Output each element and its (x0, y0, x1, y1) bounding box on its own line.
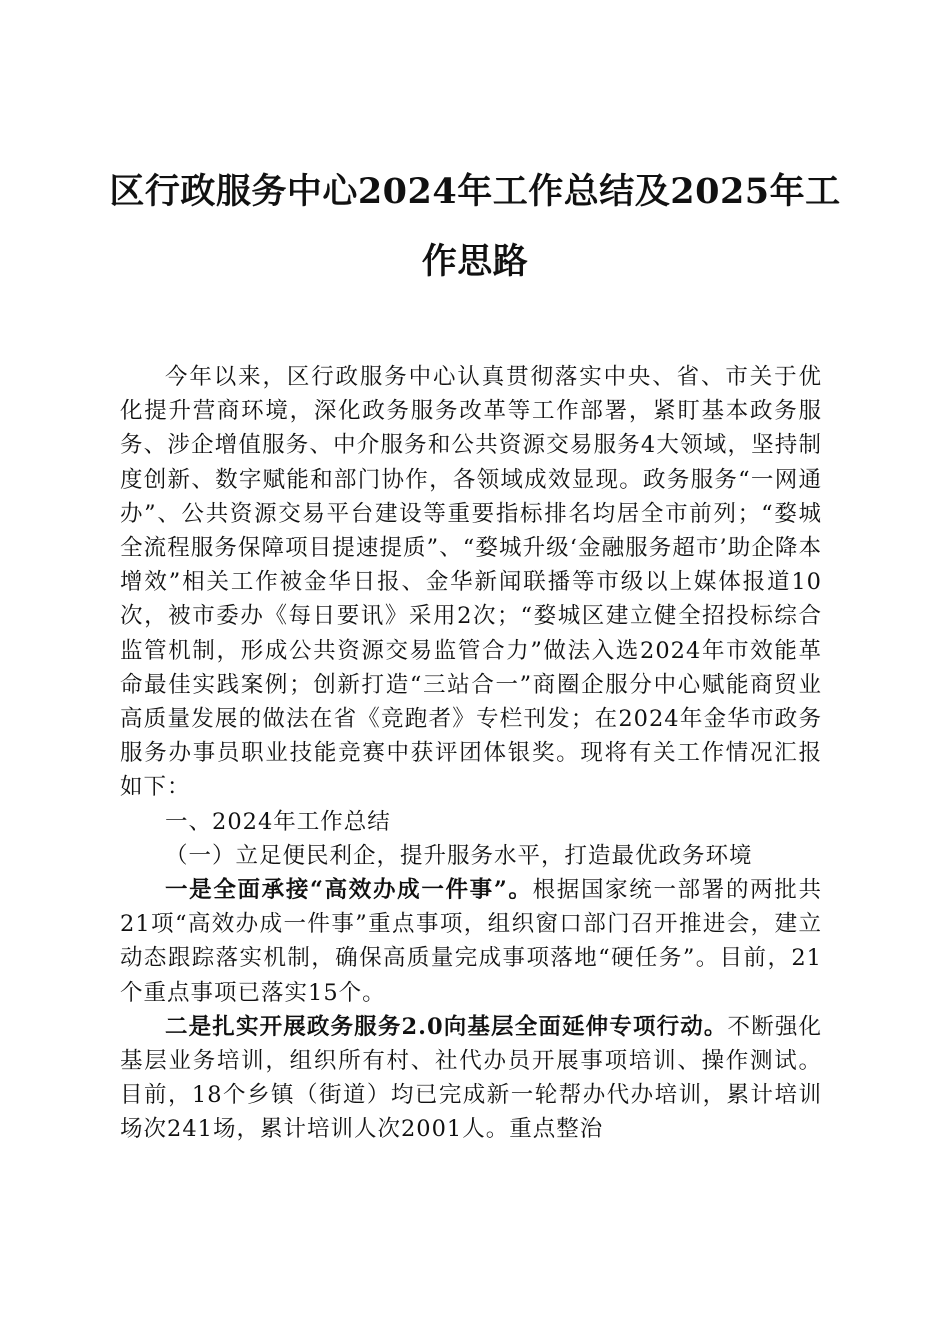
section-1-heading: 一、2024年工作总结 (165, 808, 391, 835)
document-title-line-2: 作思路 (421, 241, 529, 282)
item-2-paragraph (120, 1010, 822, 1147)
item-2-text: 不断强化基层业务培训，组织所有村、社代办员开展事项培训、操作测试。目前，18个乡镇（街道）均已完成新一轮帮办代办培训，累计培训场次241场，累计培训人次2001人。重点整治 (120, 1013, 822, 1143)
item-1-lead: 一是全面承接“高效办成一件事”。 (165, 877, 533, 904)
subsection-1-heading: （一）立足便民利企，提升服务水平，打造最优政务环境 (165, 842, 753, 869)
document-body (120, 360, 822, 1147)
item-1-text: 根据国家统一部署的两批共21项“高效办成一件事”重点事项，组织窗口部门召开推进会，建立动态跟踪落实机制，确保高质量完成事项落地“硬任务”。目前，21个重点事项已落实15个。 (120, 877, 822, 1006)
intro-paragraph: 今年以来，区行政服务中心认真贯彻落实中央、省、市关于优化提升营商环境，深化政务服务改革等工作部署，紧盯基本政务服务、涉企增值服务、中介服务和公共资源交易服务4大领域，坚持制度创新、数字赋能和部门协作，各领域成效显现。政务服务“一网通办”、公共资源交易平台建设等重要指标排名均居全市前列；“婺城全流程服务保障项目提速提质”、“婺城升级‘金融服务超市’助企降本增效”相关工作被金华日报、金华新闻联播等市级以上媒体报道10次，被市委办《每日要讯》采用2次；“婺城区建立健全招投标综合监管机制，形成公共资源交易监管合力”做法入选2024年市效能革命最佳实践案例；创新打造“三站合一”商圈企服分中心赋能商贸业高质量发展的做法在省《竞跑者》专栏刊发；在2024年金华市政务服务办事员职业技能竞赛中获评团体银奖。现将有关工作情况汇报如下： (120, 364, 822, 801)
item-1-paragraph (120, 873, 822, 1010)
item-2-lead: 二是扎实开展政务服务2.0向基层全面延伸专项行动。 (165, 1013, 728, 1040)
document-title-line-1: 区行政服务中心2024年工作总结及2025年工 (109, 171, 841, 212)
